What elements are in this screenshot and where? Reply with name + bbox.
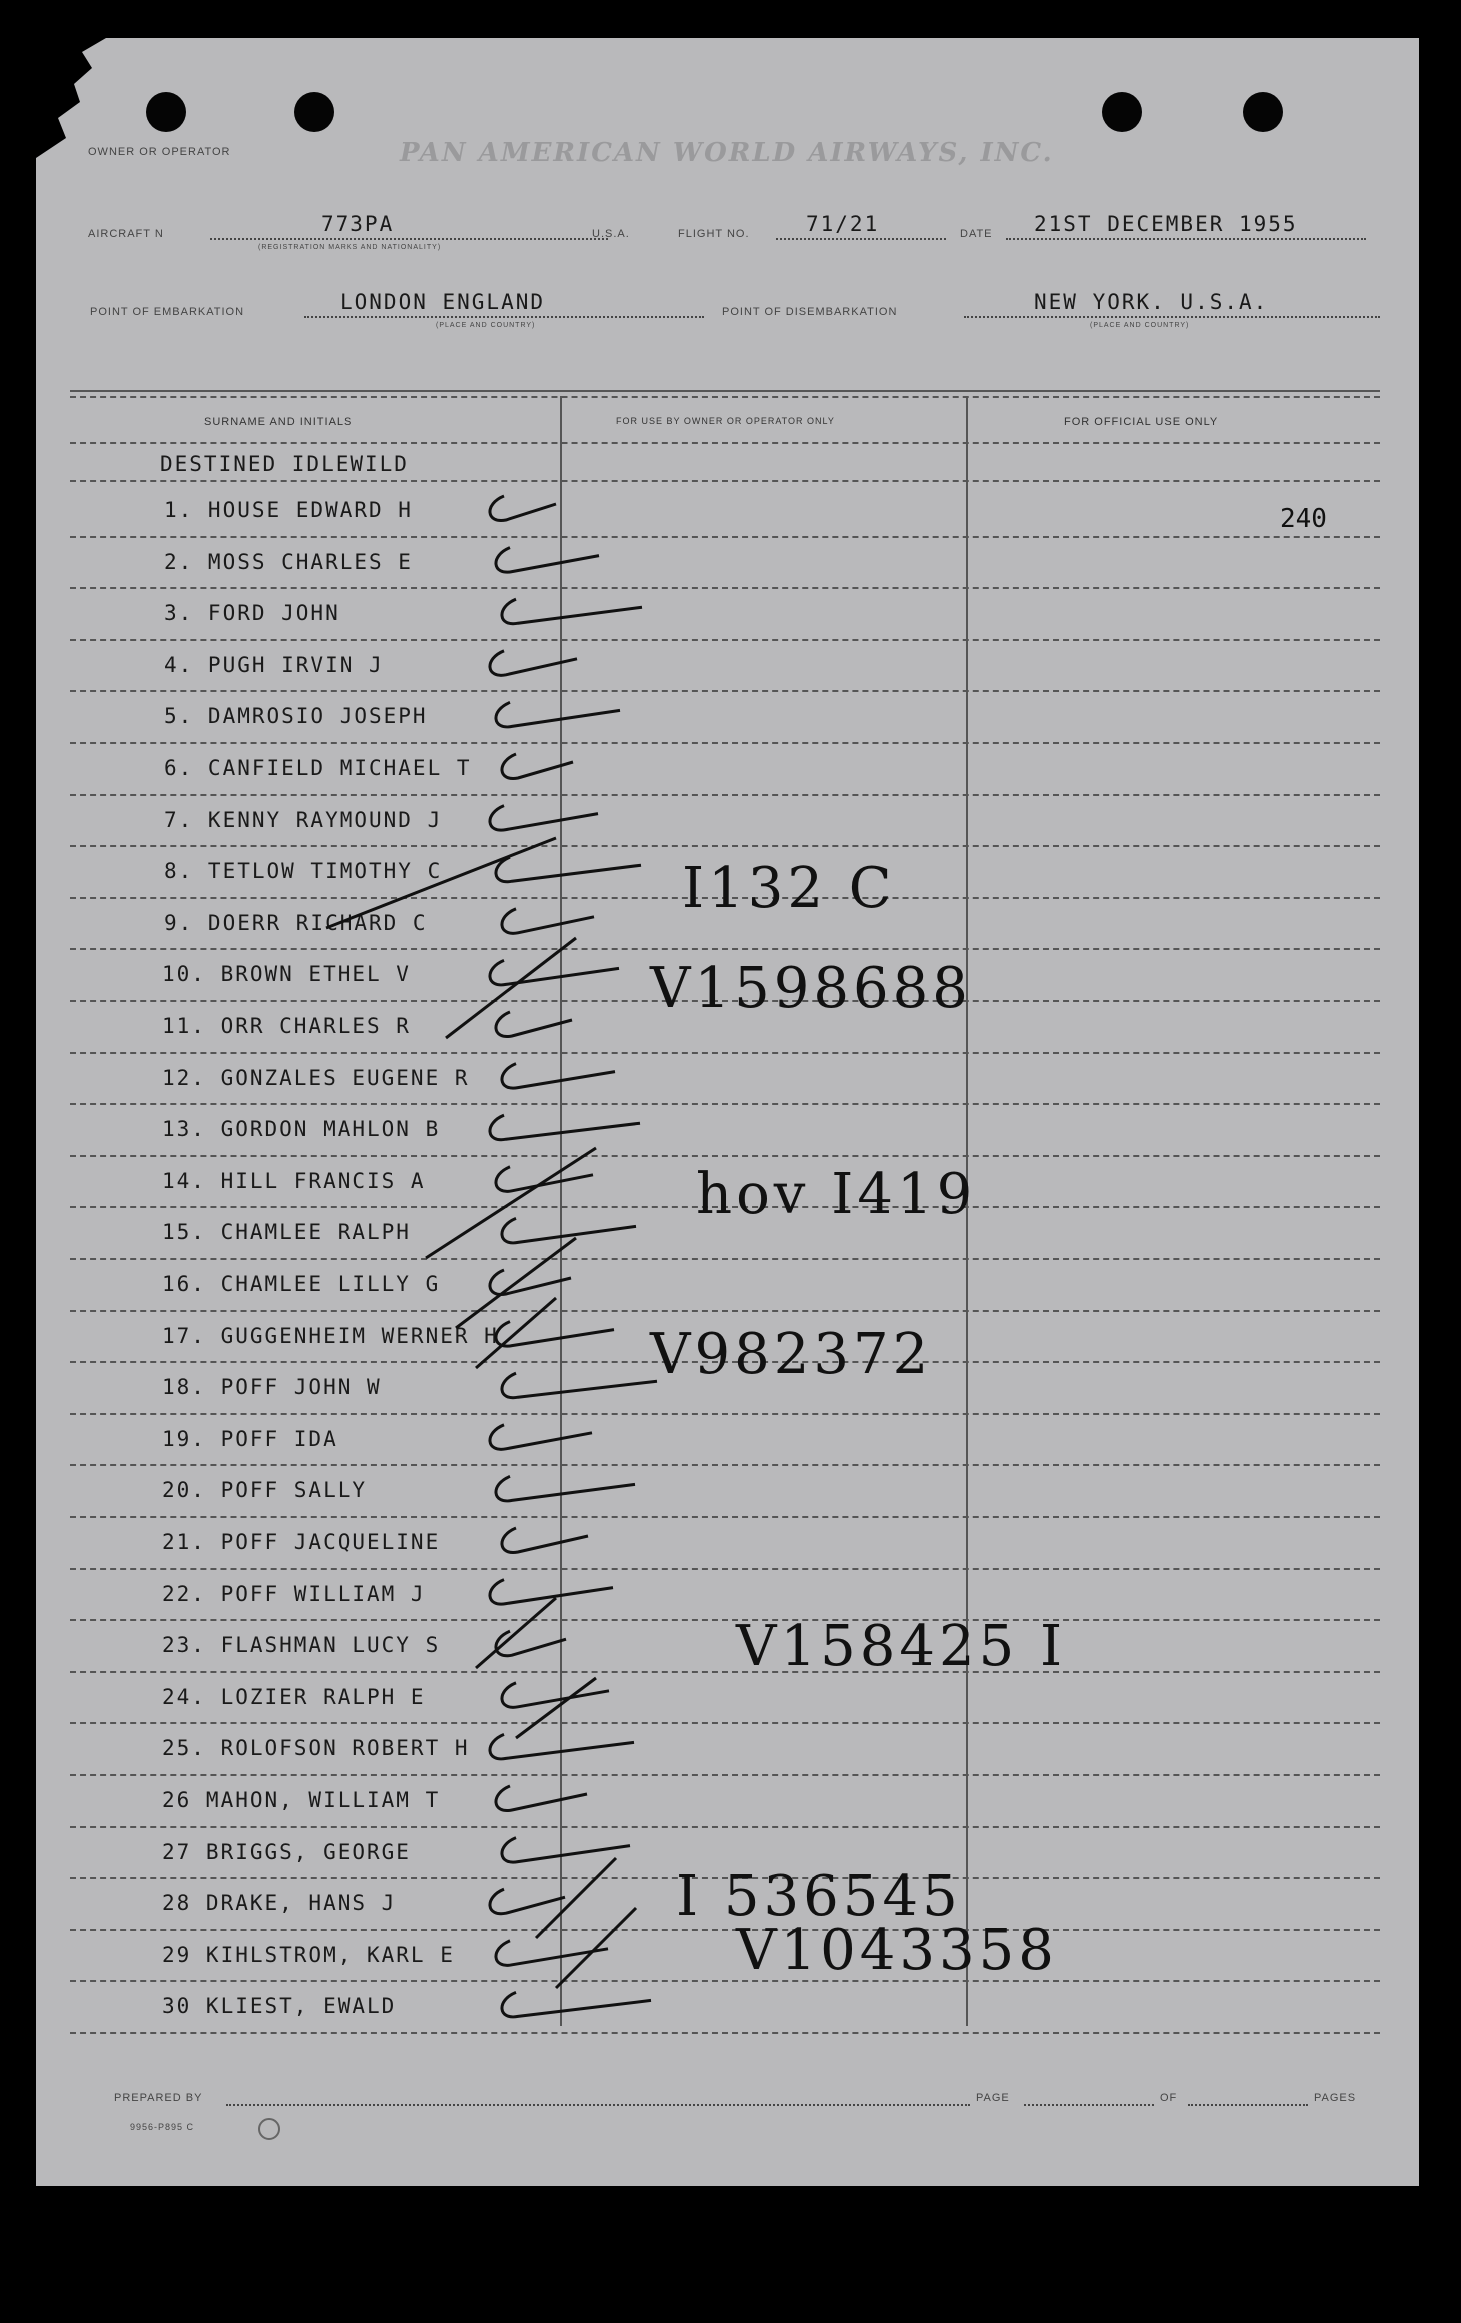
embark-value: LONDON ENGLAND	[340, 290, 546, 314]
check-mark	[502, 1838, 630, 1863]
passenger-row: 18. POFF JOHN W	[162, 1375, 382, 1400]
handwritten-note-row23: V158425 I	[736, 1614, 1067, 1679]
handwritten-note-row10: V1598688	[650, 956, 972, 1021]
passenger-row: 17. GUGGENHEIM WERNER H	[162, 1323, 499, 1348]
aircraft-label: AIRCRAFT N	[88, 228, 164, 240]
passenger-row: 3. FORD JOHN	[164, 601, 340, 626]
check-mark	[490, 806, 598, 831]
tally-stroke	[516, 1678, 596, 1738]
disembark-label: POINT OF DISEMBARKATION	[722, 306, 898, 318]
company-name: PAN AMERICAN WORLD AIRWAYS, INC.	[400, 138, 1054, 168]
flight-value: 71/21	[806, 212, 880, 236]
handwritten-note-row29: V1043358	[736, 1918, 1058, 1983]
check-mark	[496, 548, 599, 573]
passenger-row: 9. DOERR RICHARD C	[164, 910, 428, 935]
tally-stroke	[536, 1858, 616, 1938]
pages-label: PAGES	[1314, 2092, 1357, 2104]
flight-label: FLIGHT NO.	[678, 228, 750, 240]
passenger-row: 4. PUGH IRVIN J	[164, 652, 384, 677]
check-mark	[502, 1373, 657, 1398]
disembark-value: NEW YORK. U.S.A.	[1034, 290, 1269, 314]
check-mark	[502, 1528, 588, 1553]
form-number: 9956-P895 C	[130, 2122, 195, 2132]
check-mark	[502, 754, 573, 779]
check-mark	[502, 1064, 615, 1089]
owner-label: OWNER OR OPERATOR	[88, 146, 231, 158]
operator-header: FOR USE BY OWNER OR OPERATOR ONLY	[616, 416, 835, 426]
of-label: OF	[1160, 2092, 1178, 2104]
tally-stroke	[556, 1908, 636, 1988]
passenger-row: 20. POFF SALLY	[162, 1478, 368, 1503]
handwritten-note-row28: I 536545	[676, 1864, 962, 1929]
passenger-row: 16. CHAMLEE LILLY G	[162, 1272, 441, 1296]
passenger-row: 22. POFF WILLIAM J	[162, 1581, 426, 1606]
check-mark	[502, 599, 642, 624]
date-value: 21ST DECEMBER 1955	[1034, 212, 1298, 236]
check-mark	[490, 651, 577, 676]
passenger-row: 26 MAHON, WILLIAM T	[162, 1788, 441, 1812]
handwritten-note-row8: I132 C	[682, 856, 896, 921]
passenger-row: 21. POFF JACQUELINE	[162, 1530, 441, 1554]
passenger-row: 15. CHAMLEE RALPH	[162, 1220, 411, 1245]
passenger-row: 14. HILL FRANCIS A	[162, 1168, 426, 1193]
passenger-row: 6. CANFIELD MICHAEL T	[164, 756, 472, 780]
check-mark	[502, 1992, 651, 2017]
check-mark	[496, 857, 641, 882]
embark-label: POINT OF EMBARKATION	[90, 306, 245, 318]
passenger-row: 19. POFF IDA	[162, 1426, 338, 1451]
check-mark	[490, 1425, 592, 1450]
official-header: FOR OFFICIAL USE ONLY	[1064, 416, 1219, 428]
prepared-label: PREPARED BY	[114, 2092, 203, 2104]
passenger-row: 13. GORDON MAHLON B	[162, 1117, 441, 1142]
passenger-row: 1. HOUSE EDWARD H	[164, 498, 413, 522]
disembark-sub: (PLACE AND COUNTRY)	[1090, 322, 1190, 329]
union-label-seal	[258, 2118, 280, 2140]
tally-stroke	[456, 1238, 576, 1328]
passenger-row: 8. TETLOW TIMOTHY C	[164, 859, 443, 884]
tally-stroke	[326, 838, 556, 928]
passenger-row: 2. MOSS CHARLES E	[164, 549, 413, 574]
check-mark	[490, 1115, 640, 1140]
passenger-row: 25. ROLOFSON ROBERT H	[162, 1736, 470, 1761]
passenger-row: 27 BRIGGS, GEORGE	[162, 1839, 411, 1864]
check-mark	[490, 496, 556, 521]
official-count: 240	[1280, 504, 1327, 534]
date-label: DATE	[960, 228, 993, 240]
check-mark	[490, 1734, 634, 1759]
destination-label: DESTINED IDLEWILD	[160, 452, 409, 476]
passenger-row: 28 DRAKE, HANS J	[162, 1891, 397, 1916]
check-mark	[496, 1012, 572, 1037]
check-mark	[490, 960, 619, 985]
passenger-row: 11. ORR CHARLES R	[162, 1014, 411, 1038]
surname-header: SURNAME AND INITIALS	[204, 416, 353, 428]
passenger-row: 23. FLASHMAN LUCY S	[162, 1633, 441, 1658]
passenger-row: 7. KENNY RAYMOUND J	[164, 807, 443, 832]
passenger-row: 30 KLIEST, EWALD	[162, 1994, 397, 2019]
passenger-row: 10. BROWN ETHEL V	[162, 962, 411, 987]
aircraft-value: 773PA	[321, 212, 395, 236]
check-mark	[496, 1476, 635, 1501]
check-mark	[496, 702, 620, 727]
page-label: PAGE	[976, 2092, 1010, 2104]
check-mark	[502, 1683, 609, 1708]
usa-label: U.S.A.	[592, 228, 630, 240]
passenger-row: 5. DAMROSIO JOSEPH	[164, 704, 428, 729]
check-mark	[490, 1889, 565, 1914]
handwritten-note-row17: V982372	[650, 1322, 933, 1387]
check-mark	[496, 1631, 566, 1656]
aircraft-sub: (REGISTRATION MARKS AND NATIONALITY)	[258, 244, 442, 251]
tally-stroke	[476, 1598, 556, 1668]
check-mark	[502, 909, 594, 934]
tally-stroke	[476, 1298, 556, 1368]
check-mark	[502, 1218, 636, 1243]
passenger-row: 24. LOZIER RALPH E	[162, 1684, 426, 1709]
passenger-row: 29 KIHLSTROM, KARL E	[162, 1942, 455, 1967]
check-mark	[496, 1167, 593, 1192]
manifest-page	[36, 38, 1419, 2186]
passenger-row: 12. GONZALES EUGENE R	[162, 1065, 470, 1090]
check-mark	[496, 1786, 587, 1811]
handwritten-note-row14: hov I419	[696, 1162, 977, 1227]
embark-sub: (PLACE AND COUNTRY)	[436, 322, 536, 329]
